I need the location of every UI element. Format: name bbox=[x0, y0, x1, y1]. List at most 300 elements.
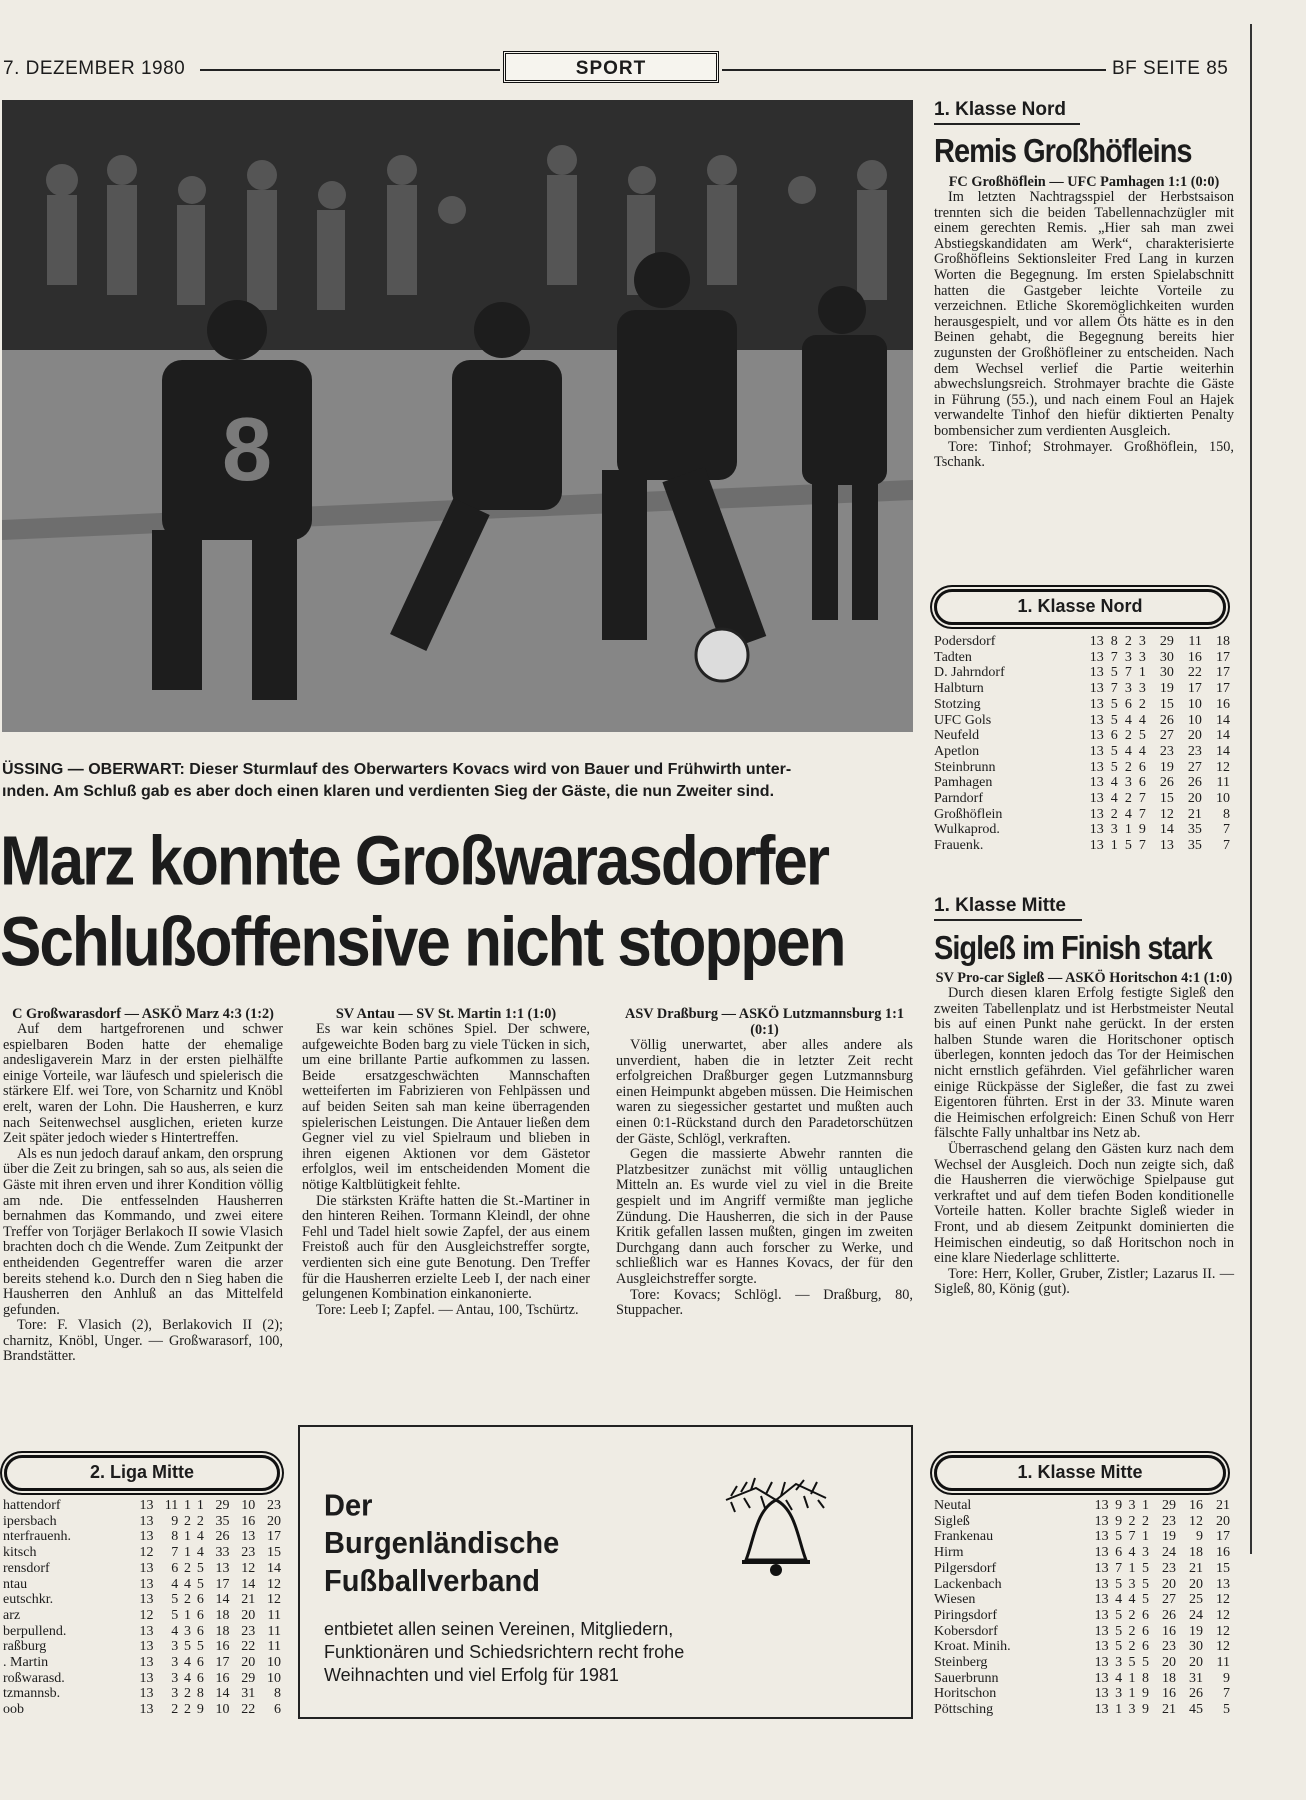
table-row bbox=[934, 822, 1230, 838]
table-row bbox=[934, 728, 1230, 744]
stat-cell: 16 bbox=[1216, 1545, 1230, 1561]
stat-cell: 9 bbox=[196, 1702, 204, 1718]
stat-cell: 2 bbox=[196, 1513, 204, 1529]
table-row bbox=[934, 665, 1230, 681]
stat-cell: 16 bbox=[241, 1513, 256, 1529]
stat-cell: 7 bbox=[1110, 649, 1118, 665]
stat-cell: 13 bbox=[139, 1702, 154, 1718]
table-row bbox=[934, 1624, 1230, 1640]
stat-cell: 3 bbox=[1110, 822, 1118, 838]
article-paragraph: Im letzten Nachtragsspiel der Herbstsaison trennten sich die beiden Tabellennachzügler mit einem gerechten Remis. „Hier sah man zwei Abstiegskandidaten am Werk“, charakterisierte Großhöfleins Sektionsleiter Fred Lang in kurzen Worten die Begegnung. Im ersten Spielabschnitt hatten die Gastgeber leichte Vorteile zu verzeichnen. Etliche Skoremöglichkeiten wurden herausgespielt, und vor allem Öts hätte es in den Beinen gehabt, die Begegnung bereits hier zugunsten der Großhöfleiner zu entscheiden. Nach dem Wechsel verlief die Partie weiterhin abwechslungsreich. Strohmayer brachte die Gäste in Führung (55.), und nach einem Foul an Hajek verwandelte Tinhof den hiefür diktierten Penalty bombensicher zum verdienten Ausgleich. bbox=[934, 189, 1234, 439]
stat-cell: 17 bbox=[1216, 665, 1230, 681]
stat-cell: 5 bbox=[1128, 1655, 1136, 1671]
stat-cell: 6 bbox=[196, 1623, 204, 1639]
stat-cell: 18 bbox=[215, 1623, 230, 1639]
stat-cell: 20 bbox=[1187, 728, 1202, 744]
stat-cell: 3 bbox=[1138, 634, 1146, 649]
table-row bbox=[3, 1577, 281, 1593]
stat-cell: 14 bbox=[1159, 822, 1174, 838]
stat-cell: 35 bbox=[1187, 838, 1202, 854]
stat-cell: 14 bbox=[215, 1592, 230, 1608]
team-name: Großhöflein bbox=[934, 806, 1003, 822]
stat-cell: 13 bbox=[1094, 1560, 1109, 1576]
table-row bbox=[934, 1608, 1230, 1624]
team-name: rensdorf bbox=[3, 1560, 50, 1576]
stat-cell: 20 bbox=[1188, 1576, 1203, 1592]
stat-cell: 17 bbox=[215, 1576, 230, 1592]
stat-cell: 26 bbox=[215, 1529, 230, 1545]
stat-cell: 18 bbox=[1188, 1545, 1203, 1561]
stat-cell: 22 bbox=[241, 1702, 256, 1718]
stat-cell: 1 bbox=[184, 1529, 192, 1545]
stat-cell: 13 bbox=[1216, 1576, 1230, 1592]
stat-cell: 2 bbox=[1110, 806, 1118, 822]
stat-cell: 6 bbox=[196, 1592, 204, 1608]
stat-cell: 9 bbox=[1115, 1498, 1123, 1513]
stat-cell: 2 bbox=[1128, 1623, 1136, 1639]
stat-cell: 7 bbox=[1124, 665, 1132, 681]
team-name: Kroat. Minih. bbox=[934, 1639, 1011, 1655]
stat-cell: 14 bbox=[241, 1576, 256, 1592]
stat-cell: 10 bbox=[1187, 696, 1202, 712]
stat-cell: 1 bbox=[184, 1545, 192, 1561]
stat-cell: 4 bbox=[171, 1623, 179, 1639]
stat-cell: 4 bbox=[1138, 743, 1146, 759]
stat-cell: 7 bbox=[1138, 838, 1146, 854]
stat-cell: 29 bbox=[241, 1670, 256, 1686]
stat-cell: 4 bbox=[1110, 775, 1118, 791]
stat-cell: 12 bbox=[267, 1576, 281, 1592]
stat-cell: 29 bbox=[1159, 634, 1174, 649]
stat-cell: 5 bbox=[1110, 665, 1118, 681]
stat-cell: 5 bbox=[196, 1560, 204, 1576]
stat-cell: 4 bbox=[1138, 712, 1146, 728]
stat-cell: 4 bbox=[171, 1576, 179, 1592]
stat-cell: 13 bbox=[1089, 712, 1104, 728]
christmas-bell-icon bbox=[716, 1470, 836, 1590]
stat-cell: 17 bbox=[267, 1529, 281, 1545]
stat-cell: 3 bbox=[1128, 1576, 1136, 1592]
stat-cell: 12 bbox=[1216, 759, 1230, 775]
stat-cell: 3 bbox=[1124, 681, 1132, 697]
stat-cell: 8 bbox=[1110, 634, 1118, 649]
stat-cell: 11 bbox=[267, 1623, 281, 1639]
stat-cell: 26 bbox=[1187, 775, 1202, 791]
stat-cell: 12 bbox=[1159, 806, 1174, 822]
stat-cell: 20 bbox=[1162, 1655, 1176, 1671]
stat-cell: 4 bbox=[196, 1529, 204, 1545]
stat-cell: 2 bbox=[184, 1592, 192, 1608]
stat-cell: 4 bbox=[1115, 1592, 1123, 1608]
stat-cell: 21 bbox=[1188, 1560, 1203, 1576]
stat-cell: 12 bbox=[1216, 1623, 1230, 1639]
stat-cell: 13 bbox=[139, 1513, 154, 1529]
stat-cell: 1 bbox=[1110, 838, 1118, 854]
table-row bbox=[3, 1545, 281, 1561]
stat-cell: 45 bbox=[1188, 1702, 1203, 1718]
stat-cell: 4 bbox=[1124, 806, 1132, 822]
stat-cell: 2 bbox=[1142, 1513, 1150, 1529]
match-result: SV Antau — SV St. Martin 1:1 (1:0) bbox=[335, 1006, 557, 1022]
stat-cell: 31 bbox=[1188, 1670, 1203, 1686]
stat-cell: 5 bbox=[1223, 1702, 1230, 1718]
main-headline-line-1: Marz konnte Großwarasdorfer bbox=[0, 823, 828, 901]
stat-cell: 5 bbox=[1115, 1576, 1123, 1592]
team-name: oob bbox=[3, 1702, 24, 1718]
stat-cell: 3 bbox=[1115, 1686, 1123, 1702]
stat-cell: 10 bbox=[215, 1702, 230, 1718]
table-row bbox=[3, 1608, 281, 1624]
stat-cell: 17 bbox=[1216, 681, 1230, 697]
stat-cell: 15 bbox=[1216, 1560, 1230, 1576]
stat-cell: 8 bbox=[1142, 1670, 1150, 1686]
stat-cell: 13 bbox=[1089, 743, 1104, 759]
stat-cell: 25 bbox=[1188, 1592, 1203, 1608]
stat-cell: 3 bbox=[171, 1639, 179, 1655]
stat-cell: 10 bbox=[1216, 791, 1230, 807]
stat-cell: 8 bbox=[171, 1529, 179, 1545]
table-row bbox=[3, 1514, 281, 1530]
stat-cell: 19 bbox=[1159, 681, 1174, 697]
stat-cell: 13 bbox=[1094, 1513, 1109, 1529]
stat-cell: 13 bbox=[241, 1529, 256, 1545]
article-paragraph: Als es nun jedoch darauf ankam, den orsprung über die Zeit zu bringen, sah so aus, als seien die Gäste mit ihren erven und ihrer Kondition völlig am nde. Die entfesselnden Hausherren bernahmen das Kommando, und zwei eitere Treffer von Torjäger Berlakoch II sowie Vlasich brachten doch ch die Wende. Zum Zeitpunkt der entheidenden Gegentreffer waren die arzer bereits stehend k.o. Durch den n Sieg haben die Hausherren den Anhluß an das Mittelfeld gefunden. bbox=[3, 1145, 284, 1318]
stat-cell: 18 bbox=[215, 1607, 230, 1623]
stat-cell: 13 bbox=[1089, 759, 1104, 775]
stat-cell: 13 bbox=[1089, 806, 1104, 822]
table-row bbox=[934, 775, 1230, 791]
table-row bbox=[934, 1545, 1230, 1561]
team-name: Steinberg bbox=[934, 1655, 988, 1671]
stat-cell: 12 bbox=[267, 1592, 281, 1608]
table-row bbox=[934, 1498, 1230, 1514]
stat-cell: 18 bbox=[1162, 1670, 1176, 1686]
stat-cell: 16 bbox=[1216, 696, 1230, 712]
stat-cell: 16 bbox=[1162, 1623, 1176, 1639]
stat-cell: 20 bbox=[1187, 791, 1202, 807]
stat-cell: 3 bbox=[171, 1670, 179, 1686]
stat-cell: 2 bbox=[184, 1686, 192, 1702]
stat-cell: 9 bbox=[1142, 1702, 1150, 1718]
stat-cell: 9 bbox=[1115, 1513, 1123, 1529]
stat-cell: 3 bbox=[1115, 1655, 1123, 1671]
stat-cell: 8 bbox=[196, 1686, 204, 1702]
stat-cell: 2 bbox=[184, 1560, 192, 1576]
article-grosswarasdorf bbox=[3, 1006, 283, 1365]
stat-cell: 1 bbox=[1115, 1702, 1123, 1718]
team-name: Pamhagen bbox=[934, 775, 993, 791]
stat-cell: 3 bbox=[1128, 1702, 1136, 1718]
stat-cell: 14 bbox=[215, 1686, 230, 1702]
ad-title-line-3: Fußballverband bbox=[324, 1564, 540, 1599]
stat-cell: 2 bbox=[1124, 634, 1132, 649]
team-name: Halbturn bbox=[934, 681, 984, 697]
stat-cell: 31 bbox=[241, 1686, 256, 1702]
stat-cell: 20 bbox=[241, 1607, 256, 1623]
header-rule-left bbox=[200, 69, 500, 71]
stat-cell: 26 bbox=[1188, 1686, 1203, 1702]
stat-cell: 13 bbox=[1094, 1498, 1109, 1513]
team-name: UFC Gols bbox=[934, 712, 992, 728]
team-name: Wiesen bbox=[934, 1592, 976, 1608]
team-name: Parndorf bbox=[934, 791, 983, 807]
stat-cell: 5 bbox=[1138, 728, 1146, 744]
stat-cell: 12 bbox=[1216, 1592, 1230, 1608]
stat-cell: 14 bbox=[1216, 728, 1230, 744]
stat-cell: 20 bbox=[1188, 1655, 1203, 1671]
table-row bbox=[3, 1592, 281, 1608]
table-row bbox=[3, 1624, 281, 1640]
stat-cell: 4 bbox=[1110, 791, 1118, 807]
ad-title bbox=[324, 1487, 559, 1600]
stat-cell: 26 bbox=[1162, 1607, 1176, 1623]
table-row bbox=[934, 1514, 1230, 1530]
stat-cell: 13 bbox=[139, 1670, 154, 1686]
ad-text-line-3: Weihnachten und viel Erfolg für 1981 bbox=[324, 1665, 619, 1685]
table-row bbox=[934, 681, 1230, 697]
table-row bbox=[3, 1686, 281, 1702]
stat-cell: 5 bbox=[171, 1592, 179, 1608]
table-row bbox=[3, 1498, 281, 1514]
stat-cell: 2 bbox=[1128, 1513, 1136, 1529]
stat-cell: 17 bbox=[215, 1655, 230, 1671]
team-name: Steinbrunn bbox=[934, 759, 996, 775]
team-name: Frauenk. bbox=[934, 838, 984, 854]
stat-cell: 7 bbox=[1223, 1686, 1230, 1702]
team-name: Lackenbach bbox=[934, 1576, 1002, 1592]
stat-cell: 21 bbox=[1162, 1702, 1176, 1718]
stat-cell: 4 bbox=[196, 1545, 204, 1561]
match-photo bbox=[2, 100, 913, 732]
stat-cell: 17 bbox=[1216, 649, 1230, 665]
stat-cell: 35 bbox=[215, 1513, 230, 1529]
table-row bbox=[934, 1671, 1230, 1687]
stat-cell: 6 bbox=[1110, 728, 1118, 744]
team-name: raßburg bbox=[3, 1639, 47, 1655]
stat-cell: 4 bbox=[184, 1670, 192, 1686]
stat-cell: 9 bbox=[1138, 822, 1146, 838]
stat-cell: 13 bbox=[1089, 838, 1104, 854]
scorers: Tore: F. Vlasich (2), Berlakovich II (2); charnitz, Knöbl, Unger. — Großwarasorf, 100, Brandstätter. bbox=[3, 1317, 283, 1365]
stat-cell: 3 bbox=[1142, 1545, 1150, 1561]
stat-cell: 24 bbox=[1162, 1545, 1176, 1561]
stat-cell: 5 bbox=[1110, 712, 1118, 728]
stat-cell: 6 bbox=[171, 1560, 179, 1576]
article-paragraph: Durch diesen klaren Erfolg festigte Sigleß den zweiten Tabellenplatz und ist Herbstmeister Neutal bis auf einen Punkt nahe gerückt. In der ersten halben Stunde waren die Horitschoner optisch überlegen, konnten jedoch das Tor der Heimischen nicht ernstlich gefährden. Viel gefährlicher waren einige Rückpässe der Sigleßer, die fast zu zwei Eigentoren führten. Erst in der 33. Minute waren die Heimischen erfolgreich: Einen Schuß von Herr fälschte Fally unhaltbar ins Netz ab. bbox=[934, 985, 1234, 1142]
stat-cell: 7 bbox=[1223, 822, 1230, 838]
stat-cell: 29 bbox=[1162, 1498, 1176, 1513]
stat-cell: 11 bbox=[1216, 1655, 1230, 1671]
stat-cell: 14 bbox=[1216, 712, 1230, 728]
scorers: Tore: Leeb I; Zapfel. — Antau, 100, Tschürtz. bbox=[316, 1301, 579, 1318]
stat-cell: 13 bbox=[139, 1560, 154, 1576]
match-result: C Großwarasdorf — ASKÖ Marz 4:3 (1:2) bbox=[12, 1006, 274, 1022]
stat-cell: 15 bbox=[267, 1545, 281, 1561]
team-name: tzmannsb. bbox=[3, 1686, 61, 1702]
stat-cell: 9 bbox=[1195, 1529, 1203, 1545]
match-result: ASV Draßburg — ASKÖ Lutzmannsburg 1:1 (0:1) bbox=[625, 1006, 904, 1038]
stat-cell: 6 bbox=[196, 1670, 204, 1686]
stat-cell: 6 bbox=[1142, 1623, 1150, 1639]
match-result: FC Großhöflein — UFC Pamhagen 1:1 (0:0) bbox=[948, 174, 1220, 190]
ad-text bbox=[324, 1618, 774, 1687]
stat-cell: 12 bbox=[1188, 1513, 1203, 1529]
stat-cell: 6 bbox=[196, 1655, 204, 1671]
stat-cell: 13 bbox=[1089, 791, 1104, 807]
stat-cell: 14 bbox=[267, 1560, 281, 1576]
stat-cell: 5 bbox=[1115, 1639, 1123, 1655]
stat-cell: 19 bbox=[1159, 759, 1174, 775]
stat-cell: 23 bbox=[1187, 743, 1202, 759]
stat-cell: 23 bbox=[1162, 1560, 1176, 1576]
stat-cell: 2 bbox=[184, 1702, 192, 1718]
stat-cell: 15 bbox=[1159, 696, 1174, 712]
team-name: Piringsdorf bbox=[934, 1607, 997, 1623]
stat-cell: 6 bbox=[1138, 759, 1146, 775]
match-result: SV Pro-car Sigleß — ASKÖ Horitschon 4:1 (1:0) bbox=[935, 970, 1233, 986]
table-row bbox=[934, 1561, 1230, 1577]
stat-cell: 4 bbox=[1128, 1592, 1136, 1608]
article-sigless bbox=[934, 970, 1234, 1298]
stat-cell: 13 bbox=[139, 1576, 154, 1592]
stat-cell: 20 bbox=[1216, 1513, 1230, 1529]
stat-cell: 13 bbox=[1089, 649, 1104, 665]
stat-cell: 3 bbox=[1124, 775, 1132, 791]
stat-cell: 5 bbox=[1110, 743, 1118, 759]
stat-cell: 8 bbox=[274, 1686, 281, 1702]
stat-cell: 5 bbox=[1142, 1576, 1150, 1592]
stat-cell: 21 bbox=[1216, 1498, 1230, 1513]
stat-cell: 21 bbox=[1187, 806, 1202, 822]
stat-cell: 10 bbox=[241, 1498, 256, 1513]
stat-cell: 5 bbox=[171, 1607, 179, 1623]
stat-cell: 12 bbox=[241, 1560, 256, 1576]
stat-cell: 5 bbox=[1142, 1655, 1150, 1671]
stat-cell: 3 bbox=[1124, 649, 1132, 665]
stat-cell: 1 bbox=[184, 1498, 192, 1513]
table-row bbox=[934, 838, 1230, 854]
stat-cell: 13 bbox=[1094, 1670, 1109, 1686]
page-edge-line bbox=[1250, 24, 1252, 1554]
stat-cell: 1 bbox=[1128, 1560, 1136, 1576]
table-row bbox=[934, 1529, 1230, 1545]
table-row bbox=[934, 1702, 1230, 1718]
stat-cell: 16 bbox=[215, 1639, 230, 1655]
article-paragraph: Überraschend gelang den Gästen kurz nach dem Wechsel der Ausgleich. Doch nun zeigte sich, daß die Hausherren die vierwöchige Spielpause gut verkraftet und auf dem tiefen Boden konditionelle Vorteile hatten. Koller brachte Sigleß wieder in Front, und ab diesem Zeitpunkt dominierten die Heimischen eindeutig, so daß Horitschon noch in eine klare Niederlage schlitterte. bbox=[934, 1140, 1234, 1267]
table-row bbox=[3, 1639, 281, 1655]
stat-cell: 13 bbox=[1094, 1576, 1109, 1592]
stat-cell: 12 bbox=[1216, 1639, 1230, 1655]
stat-cell: 5 bbox=[184, 1639, 192, 1655]
team-name: ntau bbox=[3, 1576, 28, 1592]
page-number: BF SEITE 85 bbox=[1112, 58, 1229, 79]
table-nord bbox=[934, 634, 1230, 854]
table-row bbox=[934, 807, 1230, 823]
article-antau bbox=[302, 1006, 590, 1318]
stat-cell: 13 bbox=[139, 1498, 154, 1513]
article-paragraph: Völlig unerwartet, aber alles andere als unverdient, haben die in letzter Zeit recht erfolgreichen Draßburger gegen Lutzmannsburg einen Heimpunkt abgeben müssen. Die Heimischen waren zu siegessicher gestartet und mußten auch einen 0:1-Rückstand durch den Paradetorschützen der Gäste, Schlögl, verkraften. bbox=[616, 1037, 913, 1147]
stat-cell: 9 bbox=[171, 1513, 179, 1529]
photo-caption-line-2: ınden. Am Schluß gab es aber doch einen klaren und verdienten Sieg der Gäste, die nun Zweiter sind. bbox=[2, 783, 775, 800]
ad-title-line-1: Der bbox=[324, 1489, 373, 1523]
stat-cell: 13 bbox=[1094, 1623, 1109, 1639]
stat-cell: 13 bbox=[1094, 1639, 1109, 1655]
stat-cell: 9 bbox=[1223, 1670, 1230, 1686]
stat-cell: 5 bbox=[1142, 1560, 1150, 1576]
stat-cell: 13 bbox=[139, 1529, 154, 1545]
stat-cell: 23 bbox=[1162, 1639, 1176, 1655]
stat-cell: 13 bbox=[1089, 822, 1104, 838]
team-name: Sigleß bbox=[934, 1513, 970, 1529]
stat-cell: 21 bbox=[241, 1592, 256, 1608]
stat-cell: 13 bbox=[1089, 696, 1104, 712]
stat-cell: 20 bbox=[1162, 1576, 1176, 1592]
stat-cell: 13 bbox=[1089, 634, 1104, 649]
stat-cell: 2 bbox=[1124, 791, 1132, 807]
stat-cell: 30 bbox=[1188, 1639, 1203, 1655]
article-paragraph: Gegen die massierte Abwehr rannten die Platzbesitzer zunächst mit völlig untauglichen Mitteln an. Es wurde viel zu viel in die Breite gespielt und im Angriff vermißte man jegliche Zündung. Die Hausherren, die sich in der Pause Kritik gefallen lassen mußten, gingen im zweiten Durchgang dann auch forscher zu Werke, und schließlich war es Hannes Kovacs, der für den Ausgleichstreffer sorgte. bbox=[616, 1146, 913, 1287]
stat-cell: 17 bbox=[1187, 681, 1202, 697]
stat-cell: 24 bbox=[1188, 1607, 1203, 1623]
stat-cell: 6 bbox=[1138, 775, 1146, 791]
stat-cell: 1 bbox=[1128, 1670, 1136, 1686]
stat-cell: 3 bbox=[171, 1686, 179, 1702]
ad-title-line-2: Burgenländische bbox=[324, 1526, 560, 1561]
team-name: berpullend. bbox=[3, 1623, 67, 1639]
stat-cell: 16 bbox=[1162, 1686, 1176, 1702]
stat-cell: 13 bbox=[139, 1592, 154, 1608]
article-paragraph: Auf dem hartgefrorenen und schwer espielbaren Boden hatte der ehemalige andesligaverein Marz in der ersten pielhälfte einige Vorteile, war läufesch und spielerisch die stärkere Elf. wei Tore, von Scharnitz und Knöbl erelt, waren der Lohn. Die Hausherren, e kurz nach Seitenwechsel ausglichen, erieten kurze Zeit später jedoch wieder s Hintertreffen. bbox=[3, 1021, 283, 1147]
team-name: ipersbach bbox=[3, 1513, 57, 1529]
stat-cell: 17 bbox=[1216, 1529, 1230, 1545]
stat-cell: 4 bbox=[1115, 1670, 1123, 1686]
stat-cell: 27 bbox=[1159, 728, 1174, 744]
stat-cell: 35 bbox=[1187, 822, 1202, 838]
team-name: eutschkr. bbox=[3, 1592, 54, 1608]
section-heading-mitte: 1. Klasse Mitte bbox=[934, 895, 1082, 921]
stat-cell: 13 bbox=[1094, 1655, 1109, 1671]
scorers: Tore: Herr, Koller, Gruber, Zistler; Lazarus II. — Sigleß, 80, König (gut). bbox=[934, 1265, 1234, 1298]
table-title-liga: 2. Liga Mitte bbox=[4, 1455, 280, 1491]
stat-cell: 22 bbox=[1187, 665, 1202, 681]
team-name: kitsch bbox=[3, 1545, 37, 1561]
stat-cell: 27 bbox=[1187, 759, 1202, 775]
header-rule-right bbox=[722, 69, 1106, 71]
stat-cell: 1 bbox=[1128, 1686, 1136, 1702]
stat-cell: 26 bbox=[1159, 775, 1174, 791]
stat-cell: 1 bbox=[196, 1498, 204, 1513]
team-name: Podersdorf bbox=[934, 634, 996, 649]
stat-cell: 30 bbox=[1159, 649, 1174, 665]
stat-cell: 23 bbox=[241, 1545, 256, 1561]
stat-cell: 29 bbox=[215, 1498, 230, 1513]
table-row bbox=[934, 744, 1230, 760]
table-liga bbox=[3, 1498, 281, 1718]
stat-cell: 13 bbox=[1159, 838, 1174, 854]
stat-cell: 12 bbox=[1216, 1607, 1230, 1623]
stat-cell: 4 bbox=[184, 1655, 192, 1671]
stat-cell: 23 bbox=[241, 1623, 256, 1639]
stat-cell: 10 bbox=[1187, 712, 1202, 728]
stat-cell: 5 bbox=[1110, 759, 1118, 775]
table-row bbox=[934, 1577, 1230, 1593]
table-row bbox=[3, 1529, 281, 1545]
stat-cell: 5 bbox=[1115, 1529, 1123, 1545]
stat-cell: 14 bbox=[1216, 743, 1230, 759]
article-paragraph: Es war kein schönes Spiel. Der schwere, aufgeweichte Boden barg zu viele Tücken in sich, um eine brillante Partie aufkommen zu lassen. Beide ersatzgeschwächten Mannschaften wetteiferten im Fabrizieren von Fehlpässen und auf beiden Seiten sah man keine überragenden spielerischen Leistungen. Die Antauer ließen dem Gegner viel zu viel Spielraum und blieben in ihren eigenen Aktionen vor dem Gästetor erfolglos, weil im entscheidenden Moment die nötige Kaltblütigkeit fehlte. bbox=[302, 1021, 590, 1193]
stat-cell: 19 bbox=[1188, 1623, 1203, 1639]
stat-cell: 3 bbox=[171, 1655, 179, 1671]
